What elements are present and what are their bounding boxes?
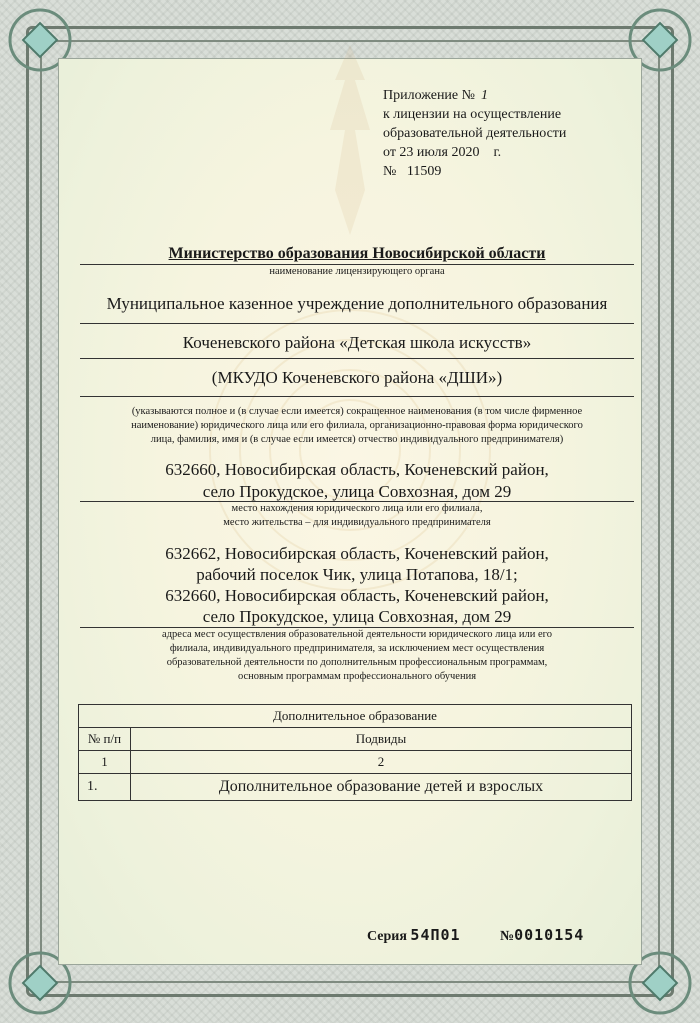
- table-section-row: [79, 705, 632, 728]
- appendix-license-line: к лицензии на осуществление: [383, 107, 562, 122]
- legal-address-caption-line2: место жительства – для индивидуального предпринимателя: [223, 517, 491, 528]
- organization-name-line1: Муниципальное казенное учреждение дополнительного образования: [106, 294, 608, 313]
- form-number: [500, 926, 584, 945]
- legal-address-line1: 632660, Новосибирская область, Коченевский район,: [165, 460, 549, 479]
- form-series: [367, 926, 461, 945]
- activity-addresses-caption: [80, 628, 634, 684]
- organization-line3-underline: [80, 396, 634, 397]
- license-number: 11509: [406, 164, 442, 179]
- activity-address-line3: 632660, Новосибирская область, Коченевский район,: [165, 586, 549, 605]
- organization-caption-line1: (указываются полное и (в случае если имеется) сокращенное наименования (в том числе фирменное: [131, 406, 583, 417]
- table-col2-header: Подвиды: [131, 728, 632, 751]
- appendix-number-label: №: [383, 164, 397, 179]
- legal-address-caption: [80, 502, 634, 530]
- organization-name-line2: Коченевского района «Детская школа искусств»: [182, 333, 532, 352]
- organization-short-name: (МКУДО Коченевского района «ДШИ»): [211, 368, 503, 387]
- organization-caption: [80, 405, 634, 447]
- activity-address-line2: рабочий поселок Чик, улица Потапова, 18/1;: [196, 565, 518, 584]
- table-header-row: [79, 728, 632, 751]
- licensing-authority-name: Министерство образования Новосибирской области: [168, 245, 546, 262]
- appendix-header: [383, 86, 566, 181]
- activity-address-line4: село Прокудское, улица Совхозная, дом 29: [202, 607, 512, 626]
- activity-address-line1: 632662, Новосибирская область, Коченевский район,: [165, 544, 549, 563]
- table-row-number: 1.: [79, 774, 131, 801]
- education-subtypes-table: [78, 704, 632, 801]
- authority-caption: наименование лицензирующего органа: [269, 266, 445, 277]
- table-index-row: [79, 751, 632, 774]
- series-value: 54П01: [410, 926, 461, 944]
- legal-address: [80, 459, 634, 503]
- number-value: 0010154: [514, 926, 585, 944]
- number-label: №: [500, 929, 515, 944]
- organization-line2-underline: [80, 358, 634, 359]
- table-col1-header: № п/п: [79, 728, 131, 751]
- activity-caption-line4: основным программам профессионального обучения: [237, 671, 477, 682]
- activity-caption-line2: филиала, индивидуального предпринимателя, за исключением мест осуществления: [169, 643, 545, 654]
- organization-caption-line2: наименование) юридического лица или его филиала, организационно-правовая форма юридического: [131, 420, 583, 431]
- table-row: [79, 774, 632, 801]
- appendix-activity-line: образовательной деятельности: [383, 126, 567, 141]
- table-row-subtype: Дополнительное образование детей и взрослых: [131, 774, 632, 801]
- activity-caption-line1: адреса мест осуществления образовательной деятельности юридического лица или его: [162, 629, 552, 640]
- appendix-year-suffix: г.: [493, 145, 502, 160]
- legal-address-line2: село Прокудское, улица Совхозная, дом 29: [202, 482, 512, 501]
- appendix-label: Приложение №: [383, 88, 475, 103]
- emblem-watermark: [310, 40, 390, 240]
- table-index-cell-1: 1: [79, 751, 131, 774]
- activity-caption-line3: образовательной деятельности по дополнительным профессиональным программам,: [166, 657, 548, 668]
- activity-addresses: [80, 543, 634, 627]
- appendix-number: 1: [481, 88, 488, 103]
- series-label: Серия: [367, 929, 407, 944]
- appendix-date: от 23 июля 2020: [383, 145, 480, 160]
- table-index-cell-2: 2: [131, 751, 632, 774]
- organization-caption-line3: лица, фамилия, имя и (в случае если имеется) отчество индивидуального предпринимателя): [150, 434, 564, 445]
- legal-address-caption-line1: место нахождения юридического лица или его филиала,: [231, 503, 483, 514]
- organization-line1-underline: [80, 323, 634, 324]
- table-section-title: Дополнительное образование: [79, 705, 632, 728]
